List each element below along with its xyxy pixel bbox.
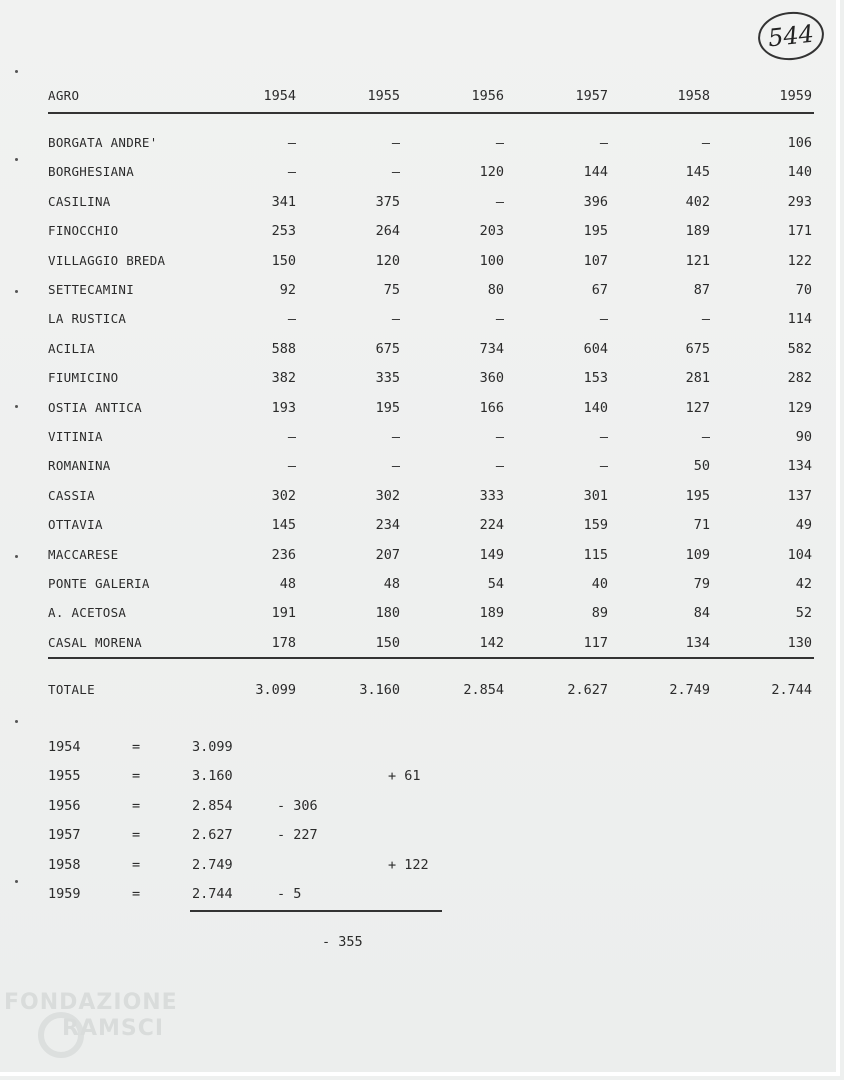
- row-value: 302: [271, 487, 296, 504]
- row-value: 382: [271, 370, 296, 387]
- row-label: VILLAGGIO BREDA: [48, 252, 166, 268]
- row-value: –: [391, 458, 400, 475]
- calc-value: 2.744: [192, 886, 233, 902]
- row-value: 402: [685, 193, 710, 210]
- row-value: 90: [795, 429, 812, 445]
- row-value: 144: [583, 164, 608, 181]
- row-value: 130: [787, 634, 812, 651]
- row-value: –: [495, 311, 504, 328]
- row-value: –: [599, 429, 608, 445]
- table-row: [48, 605, 818, 629]
- row-value: 149: [479, 546, 504, 563]
- row-value: 70: [795, 282, 812, 298]
- calc-equals: =: [132, 856, 141, 873]
- column-header-agro: AGRO: [48, 88, 80, 103]
- calc-year: 1958: [48, 856, 81, 873]
- row-value: 207: [375, 546, 400, 563]
- row-value: –: [599, 135, 608, 151]
- table-row: [48, 194, 818, 218]
- row-value: –: [391, 311, 400, 328]
- row-value: 129: [787, 399, 812, 416]
- column-header-year: 1959: [779, 88, 812, 104]
- total-value: 3.099: [255, 682, 296, 698]
- row-value: 159: [583, 517, 608, 534]
- row-value: 335: [375, 370, 400, 387]
- row-value: 396: [583, 193, 608, 210]
- row-value: 281: [685, 370, 710, 387]
- row-value: 264: [375, 223, 400, 240]
- row-value: –: [599, 311, 608, 328]
- calc-value: 2.627: [192, 827, 233, 844]
- calc-equals: =: [132, 886, 141, 902]
- row-value: 54: [487, 576, 504, 592]
- row-value: 301: [583, 487, 608, 504]
- row-value: –: [287, 164, 296, 181]
- calc-equals: =: [132, 827, 141, 844]
- watermark-line-2: RAMSCI: [62, 1016, 165, 1041]
- row-value: 137: [787, 487, 812, 504]
- total-row: [48, 682, 818, 706]
- row-value: 106: [787, 135, 812, 151]
- row-value: 84: [693, 605, 710, 622]
- row-value: –: [599, 458, 608, 475]
- row-value: 675: [375, 340, 400, 357]
- row-value: 153: [583, 370, 608, 387]
- table-row: [48, 370, 818, 394]
- punch-mark: [15, 880, 18, 883]
- row-value: –: [287, 135, 296, 151]
- row-label: OTTAVIA: [48, 517, 103, 533]
- row-value: 166: [479, 399, 504, 416]
- row-value: 302: [375, 487, 400, 504]
- row-value: 115: [583, 546, 608, 563]
- table-row: [48, 341, 818, 365]
- watermark-line-1: FONDAZIONE: [4, 990, 178, 1015]
- calc-result-value: - 355: [322, 934, 363, 950]
- row-label: ACILIA: [48, 340, 95, 356]
- row-label: PONTE GALERIA: [48, 576, 150, 591]
- row-value: –: [391, 164, 400, 181]
- calc-rule: [190, 910, 442, 912]
- fondazione-gramsci-watermark: [4, 990, 178, 1042]
- table-row: [48, 576, 818, 600]
- row-value: 140: [787, 164, 812, 181]
- row-label: CASILINA: [48, 193, 111, 209]
- row-value: 109: [685, 546, 710, 563]
- calc-decrease: - 306: [277, 797, 318, 814]
- row-label: A. ACETOSA: [48, 605, 127, 621]
- table-row: [48, 517, 818, 541]
- row-value: 675: [685, 340, 710, 357]
- calc-decrease: - 227: [277, 827, 318, 844]
- table-row: [48, 223, 818, 247]
- row-value: 52: [795, 605, 812, 622]
- row-value: 40: [591, 576, 608, 592]
- row-value: 193: [271, 399, 296, 416]
- row-value: 140: [583, 399, 608, 416]
- row-value: 604: [583, 340, 608, 357]
- punch-mark: [15, 555, 18, 558]
- total-value: 2.627: [567, 682, 608, 698]
- calc-increase: + 61: [388, 768, 421, 785]
- table-row: [48, 253, 818, 277]
- column-header-year: 1958: [677, 88, 710, 104]
- row-value: 341: [271, 193, 296, 210]
- row-value: 120: [479, 164, 504, 181]
- row-label: OSTIA ANTICA: [48, 399, 142, 415]
- table-row: [48, 488, 818, 512]
- row-value: 122: [787, 252, 812, 269]
- row-value: 42: [795, 576, 812, 592]
- row-value: 75: [383, 282, 400, 298]
- total-value: 2.854: [463, 682, 504, 698]
- row-label: FIUMICINO: [48, 370, 119, 386]
- table-row: [48, 164, 818, 188]
- table-row: [48, 311, 818, 335]
- row-value: 79: [693, 576, 710, 592]
- punch-mark: [15, 158, 18, 161]
- row-label: ROMANINA: [48, 458, 111, 474]
- row-label: CASSIA: [48, 487, 95, 503]
- row-value: 293: [787, 193, 812, 210]
- punch-mark: [15, 290, 18, 293]
- row-label: BORGHESIANA: [48, 164, 135, 180]
- row-value: 134: [685, 634, 710, 651]
- row-value: 48: [279, 576, 296, 592]
- row-value: 189: [479, 605, 504, 622]
- row-value: 145: [685, 164, 710, 181]
- row-value: 180: [375, 605, 400, 622]
- total-value: 2.744: [771, 682, 812, 698]
- row-value: –: [287, 429, 296, 445]
- row-value: 189: [685, 223, 710, 240]
- row-value: 107: [583, 252, 608, 269]
- row-value: 87: [693, 282, 710, 298]
- column-header-year: 1956: [471, 88, 504, 104]
- row-value: 224: [479, 517, 504, 534]
- row-value: 150: [375, 634, 400, 651]
- row-label: VITINIA: [48, 429, 103, 444]
- calc-year: 1956: [48, 797, 81, 814]
- row-value: 195: [685, 487, 710, 504]
- table-row: [48, 135, 818, 159]
- row-value: 234: [375, 517, 400, 534]
- calc-year: 1954: [48, 739, 81, 755]
- table-row: [48, 400, 818, 424]
- calc-value: 2.749: [192, 856, 233, 873]
- row-value: –: [495, 135, 504, 151]
- row-value: –: [495, 458, 504, 475]
- row-value: 50: [693, 458, 710, 475]
- column-header-year: 1957: [575, 88, 608, 104]
- row-label: MACCARESE: [48, 546, 119, 562]
- row-label: FINOCCHIO: [48, 223, 119, 239]
- row-value: –: [287, 311, 296, 328]
- header-rule: [48, 112, 814, 114]
- row-value: –: [287, 458, 296, 475]
- calc-value: 3.160: [192, 768, 233, 785]
- row-value: 104: [787, 546, 812, 563]
- calc-value: 3.099: [192, 739, 233, 755]
- row-value: 121: [685, 252, 710, 269]
- total-label: TOTALE: [48, 682, 95, 697]
- calc-year: 1955: [48, 768, 81, 785]
- row-value: 282: [787, 370, 812, 387]
- row-value: 92: [279, 282, 296, 298]
- calc-year: 1959: [48, 886, 81, 902]
- row-value: –: [701, 135, 710, 151]
- row-value: 67: [591, 282, 608, 298]
- row-value: 195: [583, 223, 608, 240]
- calc-equals: =: [132, 768, 141, 785]
- punch-mark: [15, 405, 18, 408]
- calc-equals: =: [132, 739, 141, 755]
- total-value: 3.160: [359, 682, 400, 698]
- row-value: 178: [271, 634, 296, 651]
- row-value: 588: [271, 340, 296, 357]
- calc-equals: =: [132, 797, 141, 814]
- row-value: 127: [685, 399, 710, 416]
- row-value: 145: [271, 517, 296, 534]
- row-value: 203: [479, 223, 504, 240]
- row-value: 80: [487, 282, 504, 298]
- punch-mark: [15, 720, 18, 723]
- calc-year: 1957: [48, 827, 81, 844]
- row-value: 48: [383, 576, 400, 592]
- archive-page-number: 544: [756, 9, 827, 64]
- row-value: 49: [795, 517, 812, 534]
- row-value: –: [701, 429, 710, 445]
- row-value: 134: [787, 458, 812, 475]
- row-value: 191: [271, 605, 296, 622]
- table-row: [48, 547, 818, 571]
- row-value: –: [391, 135, 400, 151]
- column-header-year: 1954: [263, 88, 296, 104]
- row-value: 253: [271, 223, 296, 240]
- row-label: CASAL MORENA: [48, 634, 142, 650]
- row-label: LA RUSTICA: [48, 311, 127, 327]
- row-value: 120: [375, 252, 400, 269]
- calc-increase: + 122: [388, 856, 429, 873]
- row-value: –: [701, 311, 710, 328]
- table-row: [48, 635, 818, 659]
- table-row: [48, 282, 818, 306]
- row-value: 100: [479, 252, 504, 269]
- row-value: 71: [693, 517, 710, 534]
- table-header: [48, 88, 818, 112]
- row-value: 236: [271, 546, 296, 563]
- row-value: –: [495, 429, 504, 445]
- row-value: 117: [583, 634, 608, 651]
- punch-mark: [15, 70, 18, 73]
- row-value: 142: [479, 634, 504, 651]
- calc-value: 2.854: [192, 797, 233, 814]
- row-label: SETTECAMINI: [48, 282, 135, 297]
- row-value: 171: [787, 223, 812, 240]
- row-value: –: [391, 429, 400, 445]
- row-label: BORGATA ANDRE': [48, 135, 158, 150]
- row-value: 582: [787, 340, 812, 357]
- row-value: –: [495, 193, 504, 210]
- row-value: 150: [271, 252, 296, 269]
- calc-decrease: - 5: [277, 886, 302, 902]
- table-row: [48, 429, 818, 453]
- row-value: 195: [375, 399, 400, 416]
- row-value: 89: [591, 605, 608, 622]
- row-value: 375: [375, 193, 400, 210]
- row-value: 333: [479, 487, 504, 504]
- total-value: 2.749: [669, 682, 710, 698]
- row-value: 360: [479, 370, 504, 387]
- row-value: 734: [479, 340, 504, 357]
- table-row: [48, 458, 818, 482]
- column-header-year: 1955: [367, 88, 400, 104]
- row-value: 114: [787, 311, 812, 328]
- total-rule: [48, 657, 814, 659]
